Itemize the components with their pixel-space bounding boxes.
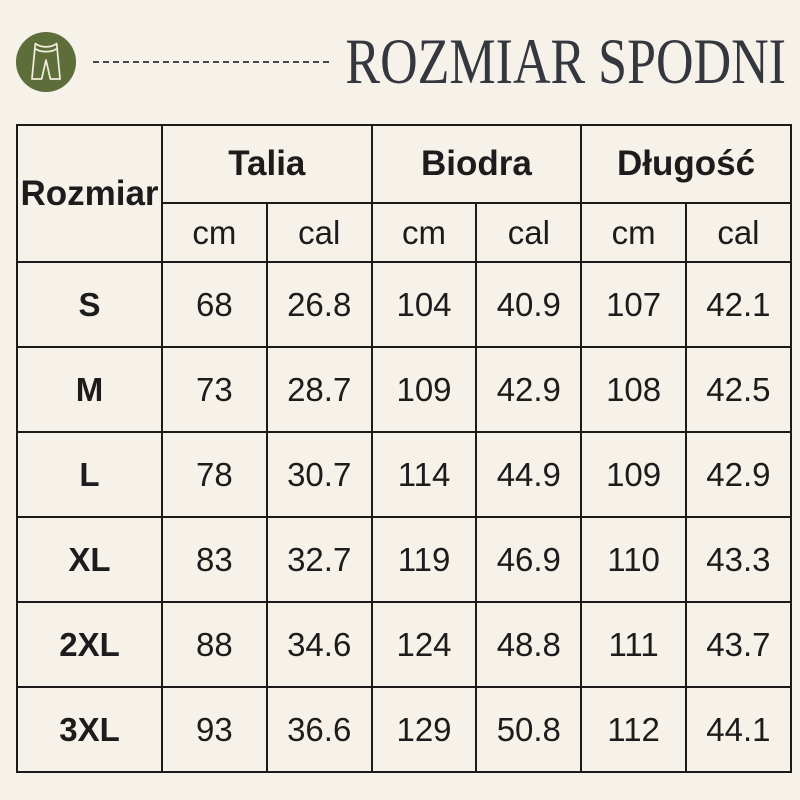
value-cell: 108 <box>581 347 686 432</box>
table-row <box>17 347 791 432</box>
unit-header-dlugosc-cal: cal <box>686 203 791 262</box>
size-cell: 2XL <box>17 602 162 687</box>
size-cell: 3XL <box>17 687 162 772</box>
value-cell: 34.6 <box>267 602 372 687</box>
value-cell: 46.9 <box>476 517 581 602</box>
value-cell: 78 <box>162 432 267 517</box>
value-cell: 119 <box>372 517 477 602</box>
value-cell: 26.8 <box>267 262 372 347</box>
value-cell: 32.7 <box>267 517 372 602</box>
unit-header-dlugosc-cm: cm <box>581 203 686 262</box>
value-cell: 42.9 <box>476 347 581 432</box>
value-cell: 43.7 <box>686 602 791 687</box>
value-cell: 114 <box>372 432 477 517</box>
unit-header-talia-cal: cal <box>267 203 372 262</box>
value-cell: 129 <box>372 687 477 772</box>
unit-header-biodra-cm: cm <box>372 203 477 262</box>
value-cell: 42.1 <box>686 262 791 347</box>
size-cell: S <box>17 262 162 347</box>
size-cell: L <box>17 432 162 517</box>
value-cell: 48.8 <box>476 602 581 687</box>
value-cell: 124 <box>372 602 477 687</box>
value-cell: 42.5 <box>686 347 791 432</box>
value-cell: 107 <box>581 262 686 347</box>
col-group-talia: Talia <box>162 125 372 203</box>
value-cell: 36.6 <box>267 687 372 772</box>
value-cell: 43.3 <box>686 517 791 602</box>
value-cell: 111 <box>581 602 686 687</box>
value-cell: 93 <box>162 687 267 772</box>
unit-header-talia-cm: cm <box>162 203 267 262</box>
value-cell: 42.9 <box>686 432 791 517</box>
value-cell: 30.7 <box>267 432 372 517</box>
value-cell: 50.8 <box>476 687 581 772</box>
value-cell: 40.9 <box>476 262 581 347</box>
value-cell: 83 <box>162 517 267 602</box>
value-cell: 109 <box>372 347 477 432</box>
header <box>0 0 800 124</box>
value-cell: 112 <box>581 687 686 772</box>
value-cell: 44.1 <box>686 687 791 772</box>
unit-header-biodra-cal: cal <box>476 203 581 262</box>
value-cell: 104 <box>372 262 477 347</box>
col-group-biodra: Biodra <box>372 125 582 203</box>
table-row <box>17 602 791 687</box>
value-cell: 109 <box>581 432 686 517</box>
pants-icon <box>15 31 77 93</box>
table-row <box>17 687 791 772</box>
value-cell: 88 <box>162 602 267 687</box>
table-row <box>17 517 791 602</box>
col-group-dlugosc: Długość <box>581 125 791 203</box>
value-cell: 73 <box>162 347 267 432</box>
size-cell: M <box>17 347 162 432</box>
page-title: ROZMIAR SPODNI <box>345 26 786 98</box>
value-cell: 110 <box>581 517 686 602</box>
dashed-divider <box>93 61 329 63</box>
value-cell: 28.7 <box>267 347 372 432</box>
value-cell: 44.9 <box>476 432 581 517</box>
group-header-row <box>17 125 791 203</box>
table-row <box>17 262 791 347</box>
table-row <box>17 432 791 517</box>
size-cell: XL <box>17 517 162 602</box>
value-cell: 68 <box>162 262 267 347</box>
size-table <box>16 124 792 773</box>
col-header-rozmiar: Rozmiar <box>17 125 162 262</box>
